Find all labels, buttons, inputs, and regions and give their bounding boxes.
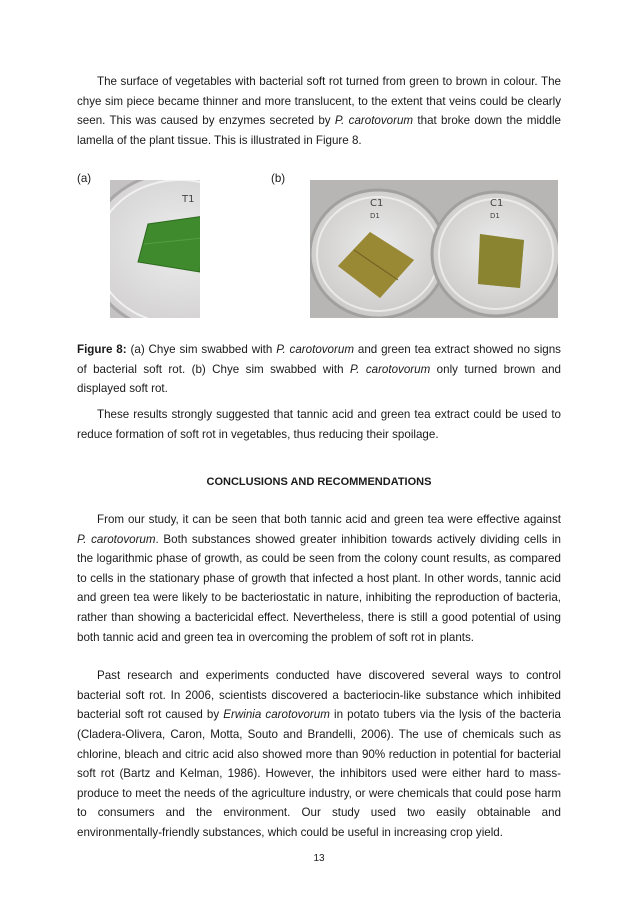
dish-b1-label: C1 <box>370 198 384 209</box>
section-heading: CONCLUSIONS AND RECOMMENDATIONS <box>206 476 432 488</box>
photo-dishes-b <box>310 180 558 318</box>
research-paragraph: Past research and experiments conducted have discovered several ways to control bacterial soft rot. In 2006, scientists discovered a bacteriocin-like substance which inhibited bacterial soft rot caused by Erwinia carotovorum in potato tubers via the lysis of the bacteria (Cladera-Olivera, Caron, Motta, Souto and Brandelli, 2006). The use of chemicals such as chlorine, bleach and citric acid also showed more than 90% reduction in potential for bacterial soft rot (Bartz and Kelman, 1986). However, the inhibitors used were either hard to mass-produce to meet the needs of the agriculture industry, or were chemicals that could pose harm to consumers and the environment. Our study used two easily obtainable and environmentally-friendly substances, which could be useful in increasing crop yield. <box>77 669 561 839</box>
page-number: 13 <box>313 853 325 864</box>
svg-text:D1: D1 <box>490 212 500 220</box>
conclusions-paragraph: From our study, it can be seen that both tannic acid and green tea were effective against P. carotovorum. Both substances showed greater inhibition towards actively dividing cells in the logarithmic phase of growth, as could be seen from the colony count results, as compared to cells in the stationary phase of growth that infected a host plant. In other words, tannic acid and green tea were likely to be bacteriostatic in nature, inhibiting the reproduction of bacteria, rather than showing a bactericidal effect. Nevertheless, there is still a good potential of using both tannic acid and green tea in overcoming the problem of soft rot in plants. <box>77 513 561 644</box>
figure-caption: Figure 8: (a) Chye sim swabbed with P. carotovorum and green tea extract showed no signs of bacterial soft rot. (b) Chye sim swabbed with P. carotovorum only turned brown and displayed soft rot. <box>77 343 561 396</box>
svg-text:D1: D1 <box>370 212 380 220</box>
dish-a-label: T1 <box>182 194 195 205</box>
intro-paragraph: The surface of vegetables with bacterial soft rot turned from green to brown in colour. The chye sim piece became thinner and more translucent, to the extent that veins could be clearly seen. This was caused by enzymes secreted by P. carotovorum that broke down the middle lamella of the plant tissue. This is illustrated in Figure 8. <box>77 75 561 147</box>
photo-dish-a <box>110 180 200 318</box>
intro-section <box>77 72 561 189</box>
results-paragraph: These results strongly suggested that tannic acid and green tea extract could be used to reduce formation of soft rot in vegetables, thus reducing their spoilage. <box>77 408 561 441</box>
panel-label-b: (b) <box>271 172 286 186</box>
dish-b2-label: C1 <box>490 198 504 209</box>
panel-label-a: (a) <box>77 172 92 186</box>
conclusions-section <box>77 510 561 843</box>
figure-8 <box>110 180 558 318</box>
figure-label: Figure 8: <box>77 343 127 356</box>
